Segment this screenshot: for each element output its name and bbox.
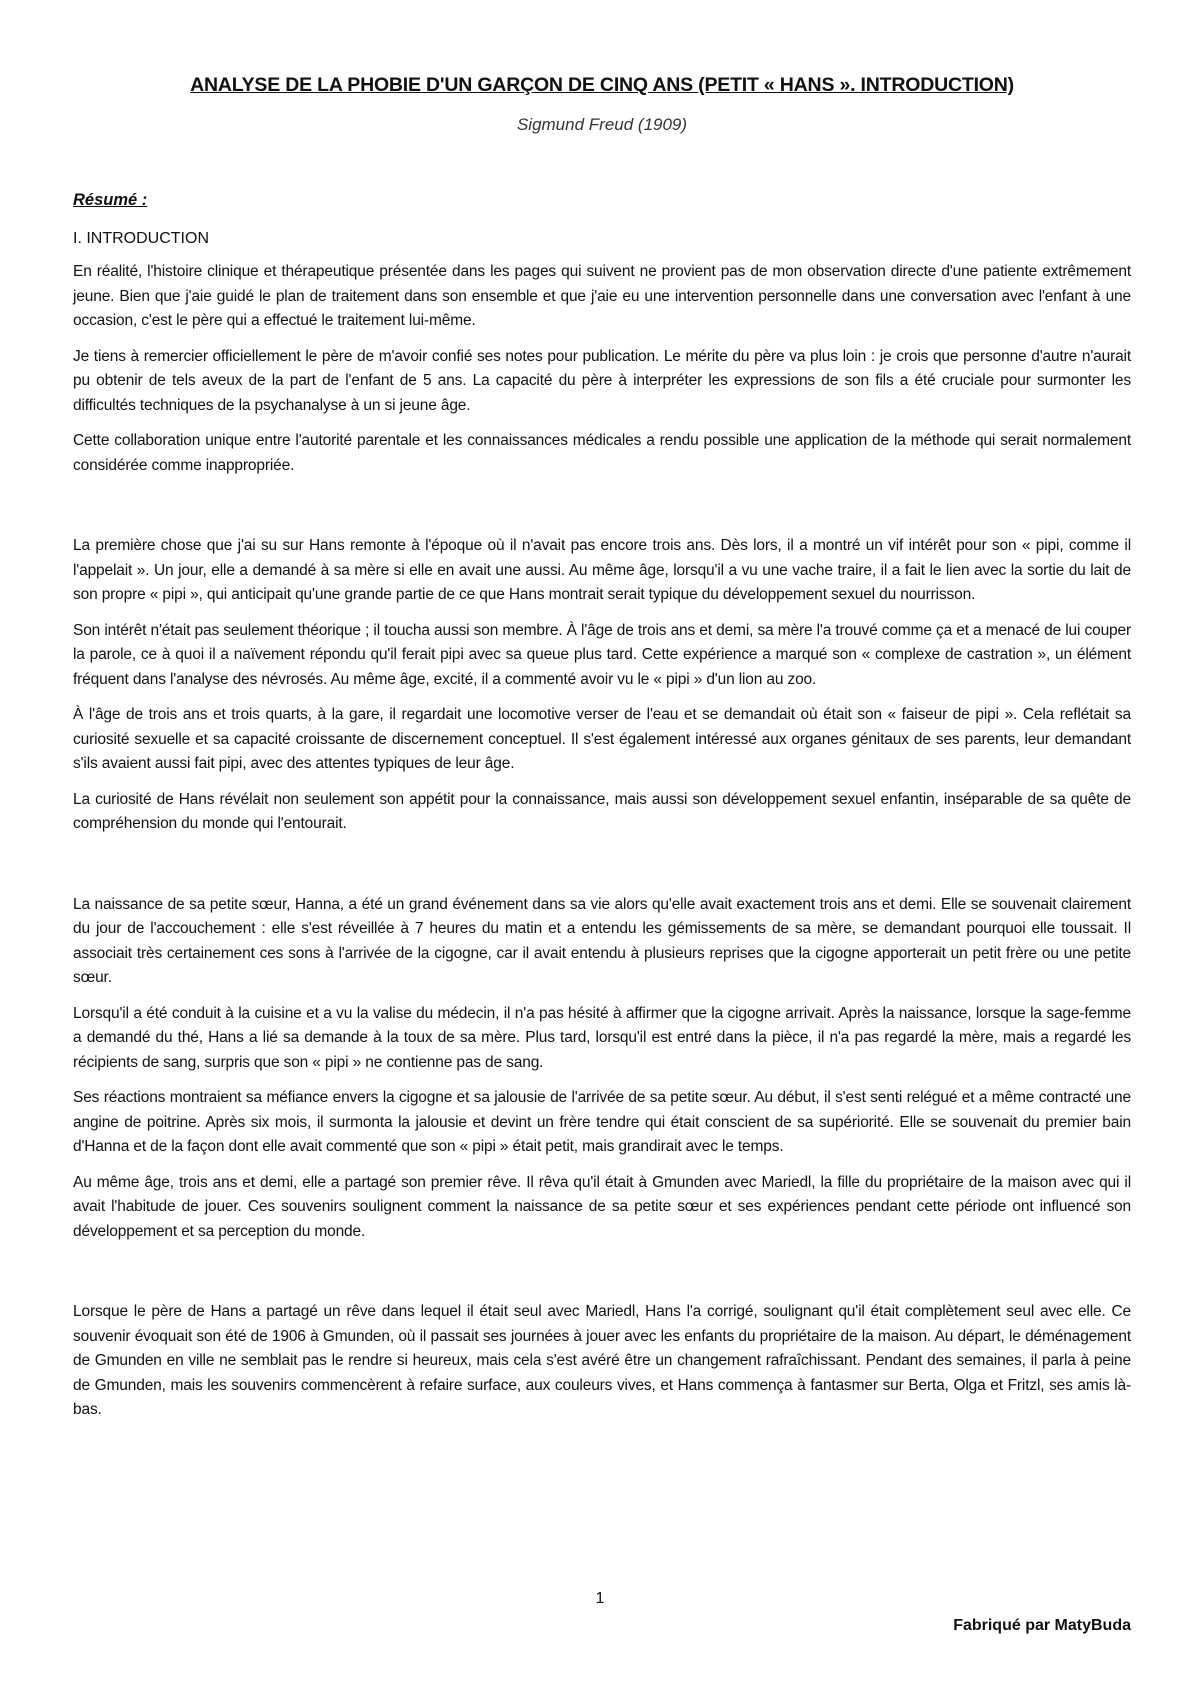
document-title: ANALYSE DE LA PHOBIE D'UN GARÇON DE CINQ ANS (PETIT « HANS ». INTRODUCTION): [190, 74, 1014, 96]
summary-label: Résumé :: [73, 191, 148, 209]
page-number: 1: [595, 1590, 605, 1607]
paragraph: Son intérêt n'était pas seulement théorique ; il toucha aussi son membre. À l'âge de trois ans et demi, sa mère l'a trouvé comme ça et a menacé de lui couper la parole, ce à quoi il a naïvement répondu qu'il ferait pipi avec sa queue plus tard. Cette expérience a marqué son « complexe de castration », un élément fréquent dans l'analyse des névrosés. Au même âge, excité, il a commenté avoir vu le « pipi » d'un lion au zoo.: [73, 621, 1131, 688]
paragraph: La naissance de sa petite sœur, Hanna, a été un grand événement dans sa vie alors qu'elle avait exactement trois ans et demi. Elle se souvenait clairement du jour de l'accouchement : elle s'est réveillée à 7 heures du matin et a entendu les gémissements de sa mère, se demandant pourquoi elle toussait. Il associait très certainement ces sons à l'arrivée de la cigogne, car il avait entendu à plusieurs reprises que la cigogne apporterait un petit frère ou une petite sœur.: [73, 895, 1131, 986]
paragraph: Cette collaboration unique entre l'autorité parentale et les connaissances médicales a rendu possible une application de la méthode qui serait normalement considérée comme inappropriée.: [73, 432, 1131, 474]
paragraph: Lorsqu'il a été conduit à la cuisine et a vu la valise du médecin, il n'a pas hésité à affirmer que la cigogne arrivait. Après la naissance, lorsque la sage-femme a demandé du thé, Hans a lié sa demande à la toux de sa mère. Plus tard, lorsqu'il est entré dans la pièce, il n'a pas regardé la mère, mais a regardé les récipients de sang, surpris que son « pipi » ne contienne pas de sang.: [73, 1004, 1131, 1071]
paragraph: Lorsque le père de Hans a partagé un rêve dans lequel il était seul avec Mariedl, Hans l'a corrigé, soulignant qu'il était complètement seul avec elle. Ce souvenir évoquait son été de 1906 à Gmunden, où il passait ses journées à jouer avec les enfants du propriétaire de la maison. Au départ, le déménagement de Gmunden en ville ne semblait pas le rendre si heureux, mais cela s'est avéré être un changement rafraîchissant. Pendant des semaines, il parla à peine de Gmunden, mais les souvenirs commencèrent à refaire surface, aux couleurs vives, et Hans commença à fantasmer sur Berta, Olga et Fritzl, ses amis là-bas.: [73, 1303, 1131, 1418]
document-author: Sigmund Freud (1909): [516, 115, 688, 134]
section-heading: I. INTRODUCTION: [73, 230, 209, 247]
footer-credit: Fabriqué par MatyBuda: [953, 1617, 1131, 1634]
document-page: [73, 74, 1131, 1423]
paragraph: La curiosité de Hans révélait non seulement son appétit pour la connaissance, mais aussi son développement sexuel enfantin, inséparable de sa quête de compréhension du monde qui l'entourait.: [73, 790, 1131, 832]
paragraph: La première chose que j'ai su sur Hans remonte à l'époque où il n'avait pas encore trois ans. Dès lors, il a montré un vif intérêt pour son « pipi, comme il l'appelait ». Un jour, elle a demandé à sa mère si elle en avait une aussi. Au même âge, lorsqu'il a vu une vache traire, il a fait le lien avec la sortie du lait de son propre « pipi », qui anticipait qu'une grande partie de ce que Hans montrait serait typique du développement sexuel du nourrisson.: [73, 537, 1131, 603]
paragraph: Au même âge, trois ans et demi, elle a partagé son premier rêve. Il rêva qu'il était à Gmunden avec Mariedl, la fille du propriétaire de la maison avec qui il avait l'habitude de jouer. Ces souvenirs soulignent comment la naissance de sa petite sœur et ses expériences pendant cette période ont influencé son développement et sa perception du monde.: [73, 1173, 1131, 1240]
paragraph: À l'âge de trois ans et trois quarts, à la gare, il regardait une locomotive verser de l'eau et se demandait où était son « faiseur de pipi ». Cela reflétait sa curiosité sexuelle et sa capacité croissante de discernement conceptuel. Il s'est également intéressé aux organes génitaux de ses parents, leur demandant s'ils avaient aussi fait pipi, avec des attentes typiques de leur âge.: [73, 706, 1131, 772]
paragraph: Je tiens à remercier officiellement le père de m'avoir confié ses notes pour publication. Le mérite du père va plus loin : je crois que personne d'autre n'aurait pu obtenir de tels aveux de la part de l'enfant de 5 ans. La capacité du père à interpréter les expressions de son fils a été cruciale pour surmonter les difficultés techniques de la psychanalyse à un si jeune âge.: [73, 347, 1131, 414]
paragraph: Ses réactions montraient sa méfiance envers la cigogne et sa jalousie de l'arrivée de sa petite sœur. Au début, il s'est senti relégué et a même contracté une angine de poitrine. Après six mois, il surmonta la jalousie et devint un frère tendre qui était conscient de sa supériorité. Elle se souvenait du premier bain d'Hanna et de la façon dont elle avait commenté que son « pipi » était petit, mais grandirait avec le temps.: [73, 1089, 1131, 1155]
paragraph: En réalité, l'histoire clinique et thérapeutique présentée dans les pages qui suivent ne provient pas de mon observation directe d'une patiente extrêmement jeune. Bien que j'aie guidé le plan de traitement dans son ensemble et que j'aie eu une intervention personnelle dans une conversation avec l'enfant à une occasion, c'est le père qui a effectué le traitement lui-même.: [73, 263, 1131, 329]
